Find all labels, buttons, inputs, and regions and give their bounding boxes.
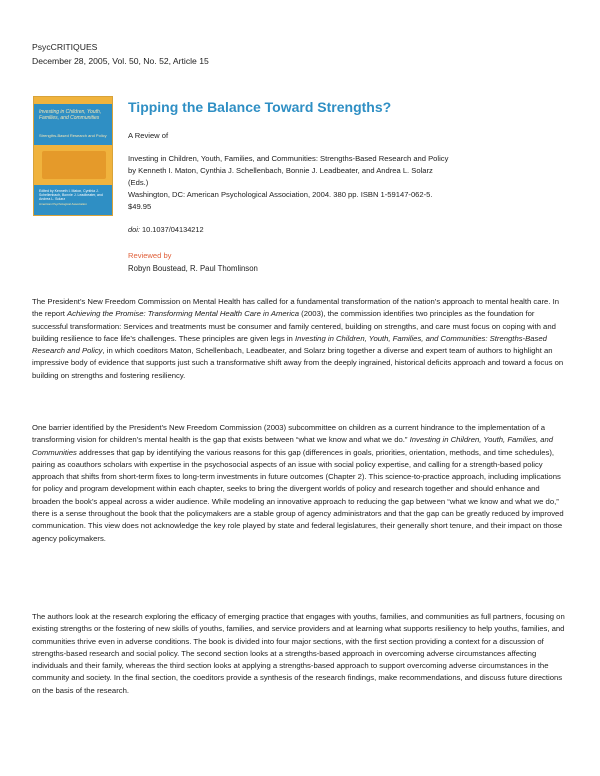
doi-label: doi: [128,225,140,234]
cover-top-band [34,97,112,104]
book-title-inline: Investing in Children, Youth, Families, and Communities [32,435,554,457]
body-paragraph-1 [32,296,568,382]
book-price: $49.95 [128,202,152,212]
issue-info: December 28, 2005, Vol. 50, No. 52, Article 15 [32,56,209,66]
cover-subtitle: Strengths-Based Research and Policy [39,133,107,138]
reviewer-names: Robyn Boustead, R. Paul Thomlinson [128,264,258,273]
book-cover-image [33,96,113,216]
book-citation [128,153,558,213]
book-publication: Washington, DC: American Psychological Association, 2004. 380 pp. ISBN 1-59147-062-5. [128,190,433,200]
book-authors: by Kenneth I. Maton, Cynthia J. Schellenbach, Bonnie J. Leadbeater, and Andrea L. Solarz [128,166,433,176]
cover-publisher: American Psychological Association [39,202,87,206]
journal-name: PsycCRITIQUES [32,42,98,52]
text-run: , in which coeditors Maton, Schellenbach, Leadbeater, and Solarz bring together a diverse and expert team of authors to highlight an impressive body of evidence that supports just such a transformative shift away from the deeply ingrained, historical deficits approach and toward a focus on building on strengths and fostering resiliency. [32,346,564,380]
cover-editors: Edited by Kenneth I. Maton, Cynthia J. Schellenbach, Bonnie J. Leadbeater, and Andrea L. Solarz [39,189,103,201]
publication-header [32,40,209,68]
text-run: The President’s New Freedom Commission on Mental Health has called for a fundamental transformation of the nation’s approach to mental health care. In the report [32,297,560,319]
book-eds: (Eds.) [128,178,149,188]
text-run: One barrier identified by the President’s New Freedom Commission (2003) subcommittee on children as a current hindrance to the implementation of a transforming vision for children’s mental health is the gap that exists between “what we know and what we do.” [32,423,546,445]
book-title-inline: Investing in Children, Youth, Families, and Communities: Strengths-Based Research and Policy [32,333,547,356]
review-of-label: A Review of [128,131,169,140]
review-title: Tipping the Balance Toward Strengths? [128,99,392,115]
doi-value[interactable]: 10.1037/04134212 [141,225,204,234]
text-run: addresses that gap by identifying the various reasons for this gap (differences in goals, priorities, orientation, methods, and time schedules), pairing as coauthors scholars with expertise in the psychosocial aspects of an issue with social policy expertise, and calling for a strength-based policy approach that shifts from short-term fixes to long-term investments in future outcomes (Chapter 2). This science-to-practice approach, including implications for policy and program development within each chapter, seeks to bring the divergent worlds of policy and research together and should enhance and broaden the book’s appeal across a wider audience. While modeling an innovative approach to reducing the gap between “what we know and what we do,” there is a sense throughout the book that the policymakers are a stable group of agency administrators and that the gap can be greatly reduced by improved communication. This view does not acknowledge the key role played by state and federal legislatures, their generally short tenure, and their impact on those agency policymakers. [32,447,564,543]
reviewed-by-label: Reviewed by [128,251,172,260]
doi-line [128,225,204,234]
book-title: Investing in Children, Youth, Families, and Communities: Strengths-Based Research and Policy [128,154,449,163]
report-title: Achieving the Promise: Transforming Mental Health Care in America [67,309,300,319]
body-paragraph-2 [32,422,568,545]
text-run: (2003), the commission identifies two principles as the foundation for successful transformation: Services and treatments must be consumer and family centered, building on strengths, and care must focus on coping with and building resilience to face life’s challenges. These principles are given legs in [32,309,556,343]
cover-art [34,145,112,185]
cover-title: Investing in Children, Youth, Families, and Communities [39,109,102,121]
body-paragraph-3: The authors look at the research exploring the efficacy of emerging practice that engages with youths, families, and communities as full partners, focusing on existing strengths or the fostering of new skills of youths, families, and service providers and at learning what supports resiliency to help youths, families, and communities thrive even in adverse conditions. The book is divided into four major sections, with the first section providing a context for a discussion of strengths-based research and social policy. The second section looks at a strengths-based approach in overcoming adverse circumstances affecting individuals and their family, whereas the third section looks at applying a strengths-based approach to support overcoming adverse circumstances in the community and society. In the final section, the coeditors provide a synthesis of the research findings, make recommendations, and discuss future directions on the basis of the research. [32,612,565,695]
